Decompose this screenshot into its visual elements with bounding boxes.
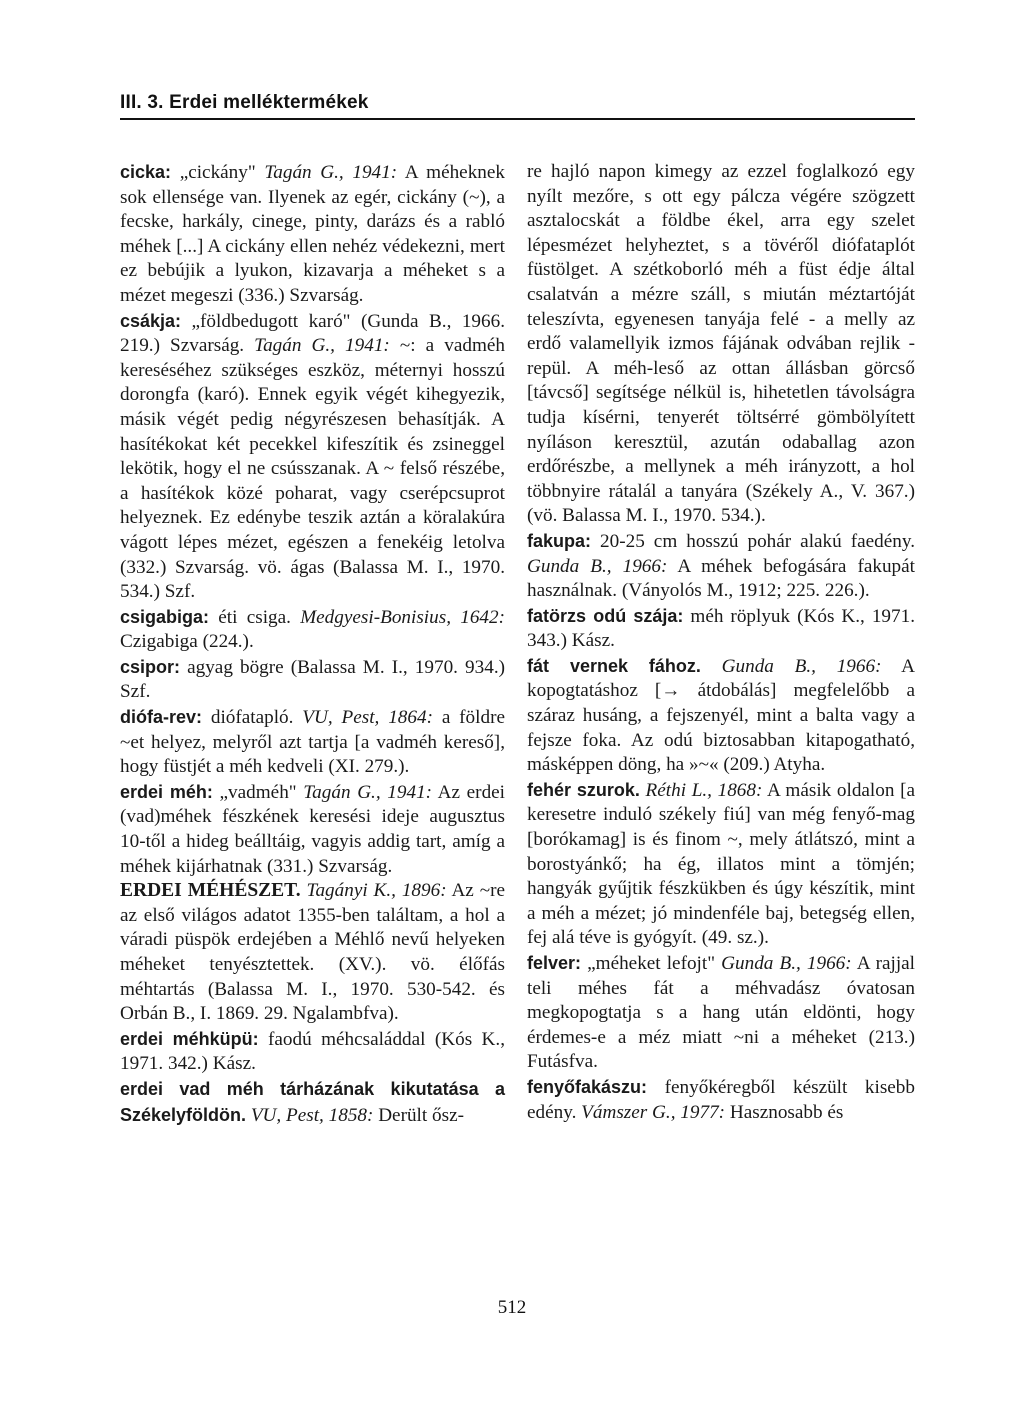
entry-definition: „cickány" [179,162,265,183]
dictionary-entry [527,951,915,1075]
entry-definition: diófatapló. [210,707,303,729]
entry-definition: „földbedugott karó" (Gunda B., 1966. 219.) Szvarság. [120,310,505,357]
entry-source: VU, Pest, 1864: [302,707,433,729]
entry-headword: csipor: [120,656,181,677]
entry-quotation: A rajjal teli méhes fát a méhvadász óvatosan megkopogtatja s a hang után eldönti, hogy érdemes-e a méz miatt ~ni a méheket (213.) Futásfva. [527,953,915,1073]
dictionary-entry [120,879,505,1027]
entry-headword: fehér szurok. [527,779,640,800]
left-column [120,160,505,1128]
dictionary-entry [527,1075,915,1125]
entry-quotation: ~: a vadméh kereséséhez szükséges eszköz, méternyi hosszú dorongfa (karó). Ennek egyik végét kihegyezik, másik végét pedig négyrészesen behasítják. A hasítékokat két pecekkel kifeszítik és zsineggel lekötik, hogy el ne csússzanak. A ~ felső részébe, a hasítékok közé poharat, vagy cserépcsuprot helyeznek. Ez edénybe teszik aztán a köralakúra vágott lépes mézet, egészen a fenekéig letolva (332.) Szvarság. vö. ágas (Balassa M. I., 1970. 534.) Szf. [120,335,506,603]
dictionary-entry-continued [527,160,915,529]
page-number: 512 [497,1297,527,1318]
entry-source: Medgyesi-Bonisius, 1642: [300,606,505,628]
entry-headword: diófa-rev: [120,707,203,728]
entry-source: Tagán G., 1941: [303,781,433,803]
entry-headword: csákja: [120,310,182,331]
entry-quotation: Derült ősz- [373,1104,464,1126]
entry-source: Tagán G., 1941: [254,335,390,357]
dictionary-entry [120,1077,505,1128]
entry-source: VU, Pest, 1858: [250,1104,374,1126]
entry-quotation: Az erdei (vad)méhek fészkének keresési ideje augusztus 10-től a hideg beálltáig, vagyis addig tart, amíg a méhek kijárhatnak (331.) Szvarság. [120,781,506,877]
entry-headword: erdei méh: [120,781,213,802]
entry-quotation: A méheknek sok ellensége van. Ilyenek az egér, cickány (~), a fecske, harkály, cinege, pinty, darázs és a rabló méhek [...] A cickány ellen nehéz védekezni, mert ez bebújik a lyukon, kizavarja a méheket s a mézet megeszi (336.) Szvarság. [120,162,505,306]
entry-quotation: Czigabiga (224.). [120,631,254,653]
entry-source: Gunda B., 1966: [721,953,852,974]
entry-quotation: A kopogtatáshoz [→ átdobálás] megfelelőbb a száraz husáng, a fejszenyél, mint a balta vagy a fejsze foka. Az odú biztosabban kitapogatható, másképpen döng, ha »~« (209.) Atyha. [527,655,916,776]
entry-definition: fenyőkéregből készült kisebb edény. [527,1076,915,1123]
entry-continuation-text: re hajló napon kimegy az ezzel foglalkozó egy nyílt mezőre, s ott egy pálcza végére szögzett asztalocskát a földbe ékel, arra egy szelet lépesmézet helyheztet, s a tövéről diófataplót füstölget. A szétkoborló méh a füst édje által csalatván a mézre száll, s miután méztartóját teleszívta, egyenesen tanyája felé - a melly az erdő valamellyik izmos fájának odvában rejlik - repül. A méh-leső az ottan állásban görcső [távcső] segítsége nélkül is, hihetetlen távolságra tudja kísérni, tenyerét töltsérré gömbölyített nyíláson keresztül, azután odaballag azon erdőrészbe, a mellynek a méh irányzott, a hol többnyire rátalál a tanyára (Székely A., V. 367.) (vö. Balassa M. I., 1970. 534.). [527,161,915,527]
entry-headword: felver: [527,953,582,973]
entry-headword: fát vernek fához. [527,655,701,676]
dictionary-entry [120,655,505,705]
dictionary-entry [527,529,915,604]
entry-headword: csigabiga: [120,606,210,627]
header-rule [120,118,915,120]
dictionary-entry [120,160,505,309]
dictionary-entry [527,778,915,951]
right-column [527,160,915,1125]
entry-headword: fakupa: [527,530,592,551]
entry-definition: méh röplyuk (Kós K., 1971. 343.) Kász. [527,605,916,652]
entry-source: Tagán G., 1941: [264,162,398,183]
entry-quotation: A másik oldalon [a keresetre induló székely fiú] van még fenyő-mag [borókamag] is és finom ~, mely átlátszó, mint a borostyánkő; ha ég, illatos mint a tömjén; hangyák gyűjtik fészkükben és úgy készítik, mint a méh a mézet; jó mindenféle baj, betegség ellen, fej alá téve is gyógyít. (49. sz.). [527,779,915,949]
dictionary-entry [120,705,505,780]
entry-definition: faodú méhcsaláddal (Kós K., 1971. 342.) Kász. [120,1028,505,1075]
dictionary-entry [120,605,505,655]
entry-headword: fenyőfakászu: [527,1076,648,1097]
entry-headword: erdei vad méh tárházának kikutatása a Székelyföldön. [120,1078,505,1125]
entry-source: Réthi L., 1868: [645,779,763,801]
entry-headword: fatörzs odú szája: [527,605,684,626]
entry-source: Vámszer G., 1977: [581,1101,726,1123]
entry-quotation: Hasznosabb és [725,1101,844,1123]
entry-definition: 20-25 cm hosszú pohár alakú faedény. [600,530,916,552]
dictionary-entry [527,604,915,654]
dictionary-entry [120,780,505,879]
dictionary-entry [120,309,505,605]
entry-definition: agyag bögre (Balassa M. I., 1970. 934.) Szf. [120,656,506,703]
entry-definition: „vadméh" [219,781,304,803]
entry-quotation: A méhek befogására fakupát használnak. (Ványolós M., 1912; 225. 226.). [527,555,915,602]
entry-source: Gunda B., 1966: [527,555,668,577]
entry-definition: „méheket lefojt" [587,953,722,974]
entry-definition [701,656,722,677]
entry-headword: cicka: [120,162,172,182]
entry-source: Tagányi K., 1896: [306,880,447,902]
dictionary-entry [120,1027,505,1077]
entry-quotation: a földre ~et helyez, melyről azt tartja [a vadméh kereső], hogy füstjét a méh kedveli (XI. 279.). [120,707,505,778]
entry-quotation: Az ~re az első világos adatot 1355-ben találtam, a hol a váradi püspök erdejében a Méhlő nevű helyeken méheket tenyésztettek. (XV.). vö. élőfás méhtartás (Balassa M. I., 1970. 530-542. és Orbán B., I. 1869. 29. Ngalambfva). [120,880,505,1025]
running-header-title: III. 3. Erdei melléktermékek [120,92,369,113]
entry-headword: ERDEI MÉHÉSZET. [120,880,301,902]
entry-definition: éti csiga. [218,606,301,628]
entry-headword: erdei méhküpü: [120,1028,259,1049]
dictionary-entry [527,654,915,778]
entry-source: Gunda B., 1966: [721,655,882,677]
